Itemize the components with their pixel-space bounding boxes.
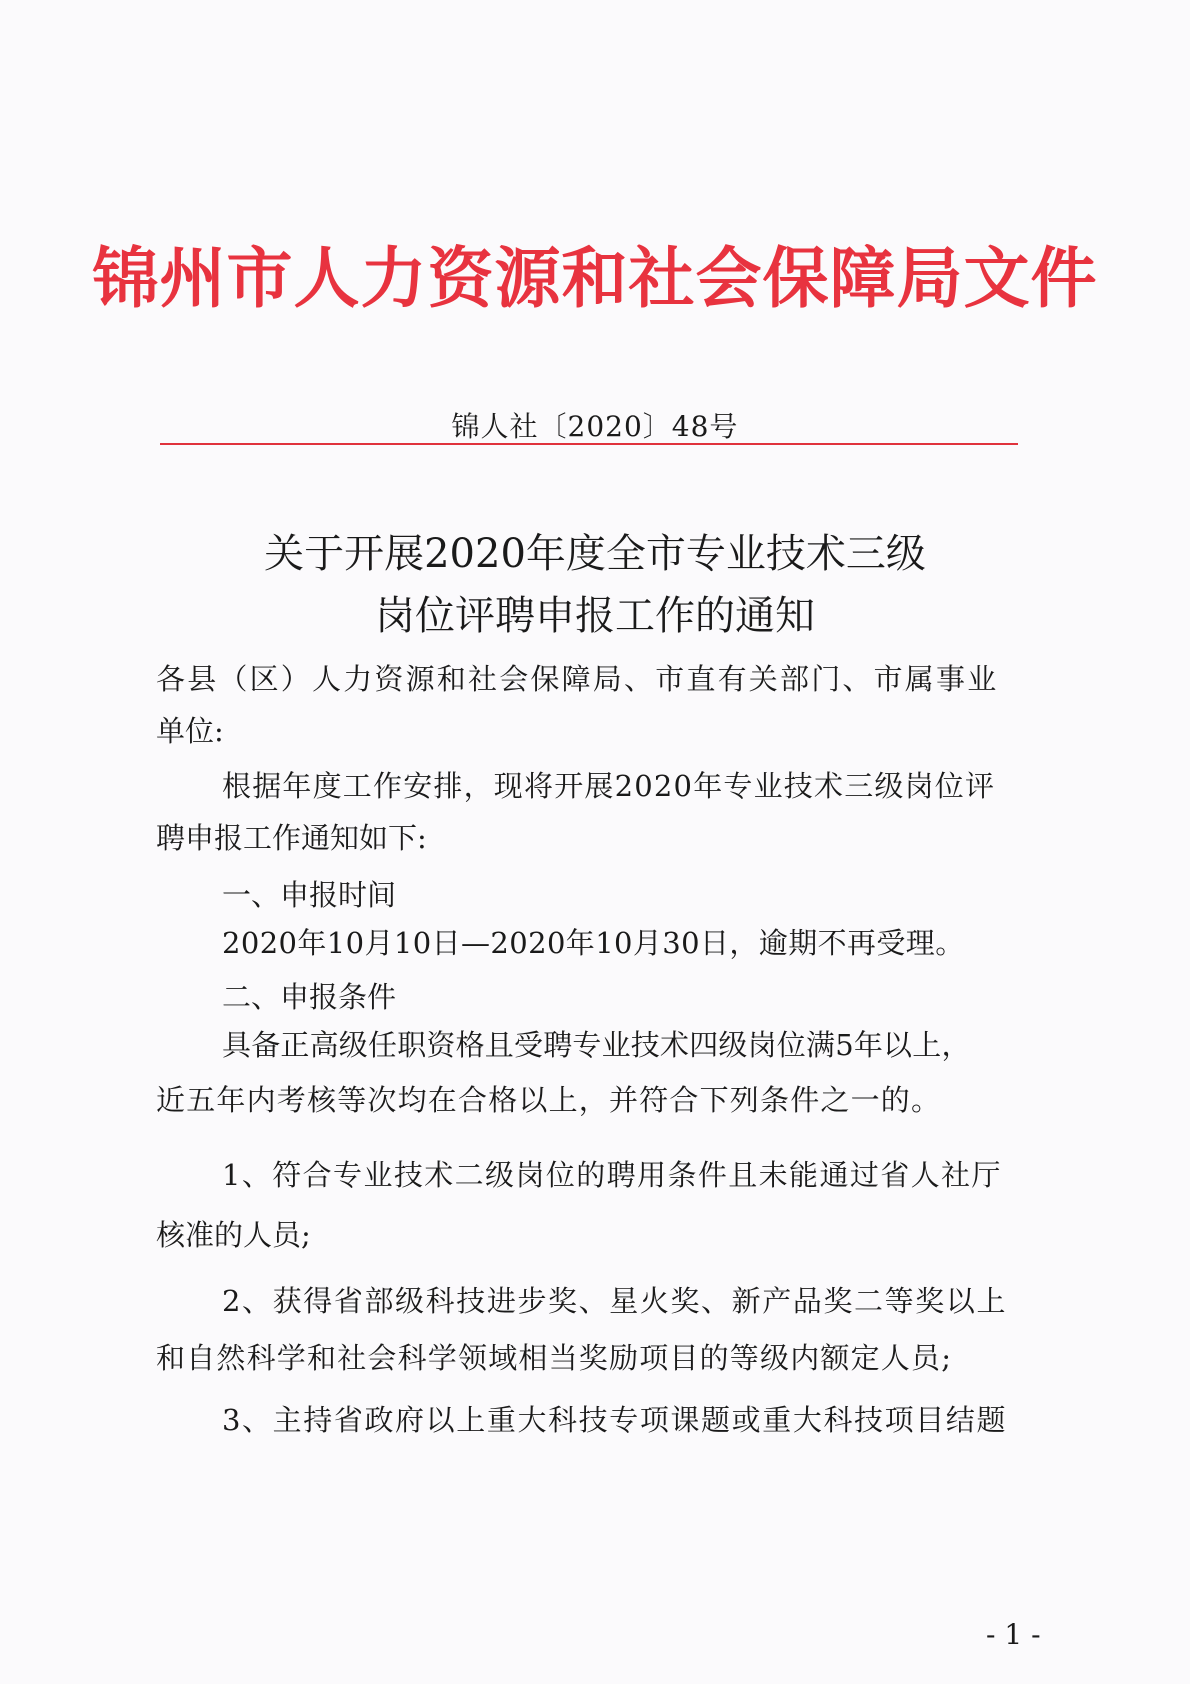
addressee-line-1: 各县（区）人力资源和社会保障局、市直有关部门、市属事业 [156,662,999,696]
item-2-line-1: 2、获得省部级科技进步奖、星火奖、新产品奖二等奖以上 [222,1284,1008,1318]
notice-title-line-2: 岗位评聘申报工作的通知 [375,593,815,639]
item-1-line-2: 核准的人员; [156,1218,311,1252]
intro-line-1: 根据年度工作安排，现将开展2020年专业技术三级岗位评 [222,769,996,803]
item-1-line-1: 1、符合专业技术二级岗位的聘用条件且未能通过省人社厅 [222,1158,1002,1192]
item-2-line-2: 和自然科学和社会科学领域相当奖励项目的等级内额定人员; [156,1341,953,1375]
section-heading-2: 二、申报条件 [222,980,397,1014]
document-number: 锦人社〔2020〕48号 [451,410,739,443]
page-number: - 1 - [986,1618,1041,1651]
section-heading-1: 一、申报时间 [222,878,397,912]
masthead-title: 锦州市人力资源和社会保障局文件 [92,239,1098,317]
section-1-text: 2020年10月10日—2020年10月30日，逾期不再受理。 [222,926,965,960]
section-2-line-1: 具备正高级任职资格且受聘专业技术四级岗位满5年以上， [222,1028,971,1062]
item-3-line-1: 3、主持省政府以上重大科技专项课题或重大科技项目结题 [222,1403,1008,1437]
intro-line-2: 聘申报工作通知如下: [156,821,427,855]
notice-title-line-1: 关于开展2020年度全市专业技术三级 [264,531,926,577]
section-2-line-2: 近五年内考核等次均在合格以上，并符合下列条件之一的。 [156,1083,942,1117]
addressee-line-2: 单位: [156,714,224,748]
red-divider-line [160,443,1018,445]
